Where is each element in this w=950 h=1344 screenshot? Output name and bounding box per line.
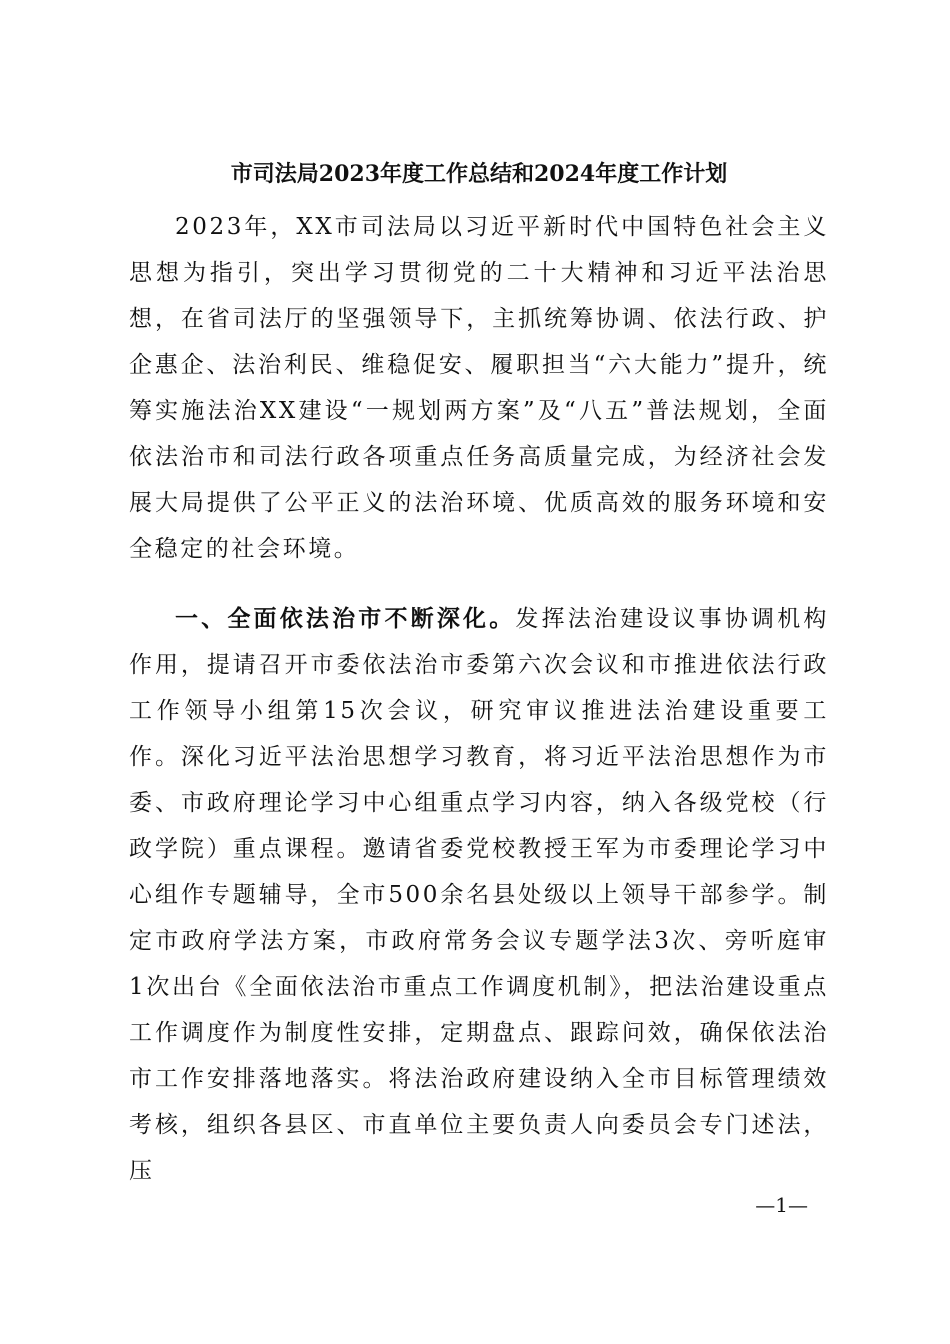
intro-paragraph-text: 2023年，XX市司法局以习近平新时代中国特色社会主义思想为指引，突出学习贯彻党的二十大精神和习近平法治思想，在省司法厅的坚强领导下，主抓统筹协调、依法行政、护企惠企、法治利民、维稳促安、履职担当“六大能力”提升，统筹实施法治XX建设“一规划两方案”及“八五”普法规划，全面依法治市和司法行政各项重点任务高质量完成，为经济社会发展大局提供了公平正义的法治环境、优质高效的服务环境和安全稳定的社会环境。	[129, 214, 829, 562]
section-one-text: 发挥法治建设议事协调机构作用，提请召开市委依法治市委第六次会议和市推进依法行政工作领导小组第15次会议，研究审议推进法治建设重要工作。深化习近平法治思想学习教育，将习近平法治思想作为市委、市政府理论学习中心组重点学习内容，纳入各级党校（行政学院）重点课程。邀请省委党校教授王军为市委理论学习中心组作专题辅导，全市500余名县处级以上领导干部参学。制定市政府学法方案，市政府常务会议专题学法3次、旁听庭审1次出台《全面依法治市重点工作调度机制》，把法治建设重点工作调度作为制度性安排，定期盘点、跟踪问效，确保依法治市工作安排落地落实。将法治政府建设纳入全市目标管理绩效考核，组织各县区、市直单位主要负责人向委员会专门述法，压	[129, 606, 829, 1184]
section-one-paragraph	[129, 596, 829, 1194]
document-title: 市司法局2023年度工作总结和2024年度工作计划	[230, 161, 728, 187]
intro-paragraph	[129, 204, 829, 572]
section-one-heading: 一、全面依法治市不断深化。	[175, 606, 516, 632]
page-number: —1—	[755, 1193, 808, 1217]
